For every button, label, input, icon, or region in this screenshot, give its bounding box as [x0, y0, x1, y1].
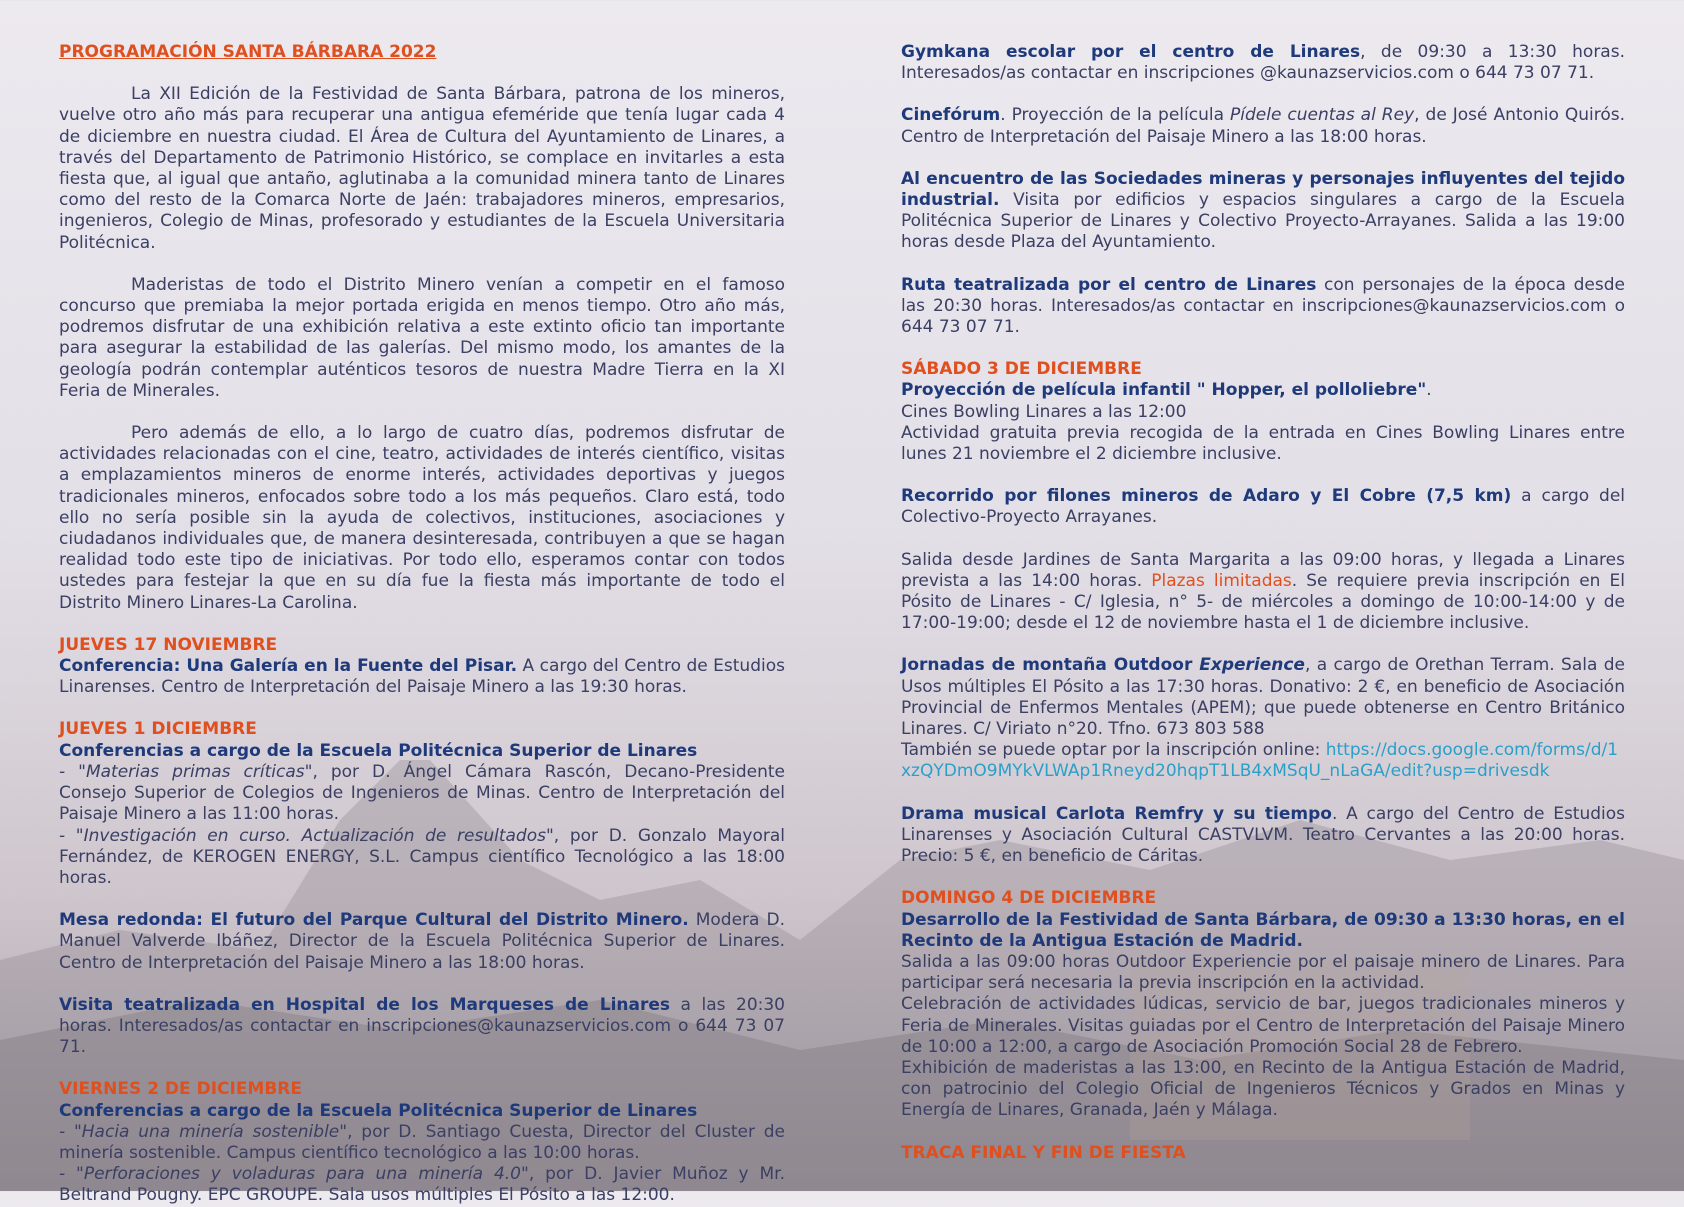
event-festividad: Desarrollo de la Festividad de Santa Bárbara, de 09:30 a 13:30 horas, en el Recinto de la Antigua Estación de Madrid. — [901, 909, 1625, 951]
left-column — [59, 42, 785, 1207]
intro-paragraph-3: Pero además de ello, a lo largo de cuatro días, podremos disfrutar de actividades relacionadas con el cine, teatro, actividades de interés científico, visitas a emplazamientos mineros de enorme interés, actividades deportivas y juegos tradicionales mineros, enfocados sobre todo a los más pequeños. Claro está, todo ello no sería posible sin la ayuda de colectivos, instituciones, asociaciones y ciudadanos individuales que, de manera desinteresada, contribuyen a que se hagan realidad todo este tipo de iniciativas. Por todo ello, esperamos contar con todos ustedes para festejar la que en su día fue la fiesta más importante de todo el Distrito Minero Linares-La Carolina. — [59, 423, 785, 613]
event-hopper-info: Actividad gratuita previa recogida de la entrada en Cines Bowling Linares entre lunes 21 noviembre el 2 diciembre inclusive. — [901, 422, 1625, 465]
event-jornadas-montana: Jornadas de montaña Outdoor Experience, a cargo de Orethan Terram. Sala de Usos múltiples El Pósito a las 17:30 horas. Donativo: 2 €, en beneficio de Asociación Provincial de Enfermos Mentales (APEM); que puede obtenerse en Centro Británico Linares. C/ Viriato n°20. Tfno. 673 803 588 — [901, 655, 1625, 740]
day-heading-jueves-17: JUEVES 17 NOVIEMBRE — [59, 634, 278, 655]
final-heading: TRACA FINAL Y FIN DE FIESTA — [901, 1142, 1186, 1163]
event-visita-teatralizada: Visita teatralizada en Hospital de los Marqueses de Linares a las 20:30 horas. Interesados/as contactar en inscripciones@kaunazservicios.com o 644 73 07 71. — [59, 994, 785, 1058]
event-hopper-place: Cines Bowling Linares a las 12:00 — [901, 401, 1187, 422]
day-heading-sabado-3: SÁBADO 3 DE DICIEMBRE — [901, 359, 1142, 380]
event-mesa-redonda: Mesa redonda: El futuro del Parque Cultural del Distrito Minero. Modera D. Manuel Valverde Ibáñez, Director de la Escuela Politécnica Superior de Linares. Centro de Interpretación del Paisaje Minero a las 18:00 horas. — [59, 910, 786, 973]
event-ruta-teatralizada: Ruta teatralizada por el centro de Linares con personajes de la época desde las 20:30 horas. Interesados/as contactar en inscripciones@kaunazservicios.com o 644 73 07 71. — [901, 274, 1625, 338]
talk-perforaciones: - "Perforaciones y voladuras para una minería 4.0", por D. Javier Muñoz y Mr. Beltrand Pougny. EPC GROUPE. Sala usos múltiples El Pósito a las 12:00. — [59, 1164, 785, 1206]
event-cineforum: Cinefórum. Proyección de la película Pídele cuentas al Rey, de José Antonio Quirós. Centro de Interpretación del Paisaje Minero a las 18:00 horas. — [901, 105, 1625, 147]
event-recorrido-salida: Salida desde Jardines de Santa Margarita a las 09:00 horas, y llegada a Linares prevista a las 14:00 horas. Plazas limitadas. Se requiere previa inscripción en El Pósito de Linares - C/ Iglesia, n° 5- de miércoles a domingo de 10:00-14:00 y de 17:00-19:00; desde el 12 de noviembre hasta el 1 de diciembre inclusive. — [901, 549, 1625, 634]
day-heading-domingo-4: DOMINGO 4 DE DICIEMBRE — [901, 888, 1157, 909]
day-heading-jueves-1: JUEVES 1 DICIEMBRE — [59, 719, 257, 740]
event-conferencia-galeria: Conferencia: Una Galería en la Fuente del Pisar. A cargo del Centro de Estudios Linarenses. Centro de Interpretación del Paisaje Minero a las 19:30 horas. — [59, 656, 785, 698]
talk-materias-primas: - "Materias primas críticas", por D. Ángel Cámara Rascón, Decano-Presidente Consejo Superior de Colegios de Ingenieros de Minas. Centro de Interpretación del Paisaje Minero a las 11:00 horas. — [59, 761, 785, 825]
page-title: PROGRAMACIÓN SANTA BÁRBARA 2022 — [59, 42, 437, 62]
event-drama-musical: Drama musical Carlota Remfry y su tiempo. A cargo del Centro de Estudios Linarenses y Asociación Cultural CASTVLVM. Teatro Cervantes a las 20:00 horas. Precio: 5 €, en beneficio de Cáritas. — [901, 803, 1626, 867]
event-gymkana: Gymkana escolar por el centro de Linares, de 09:30 a 13:30 horas. Interesados/as contactar en inscripciones @kaunazservicios.com o 644 73 07 71. — [901, 42, 1625, 84]
day-heading-viernes-2: VIERNES 2 DE DICIEMBRE — [59, 1079, 303, 1100]
domingo-paragraph-2: Celebración de actividades lúdicas, servicio de bar, juegos tradicionales mineros y Feria de Minerales. Visitas guiadas por el Centro de Interpretación del Paisaje Minero de 10:00 a 12:00, a cargo de Asociación Promoción Social 28 de Febrero. — [901, 994, 1625, 1057]
event-hopper-title: Proyección de película infantil " Hopper, el polloliebre". — [901, 380, 1432, 401]
event-encuentro-sociedades: Al encuentro de las Sociedades mineras y personajes influyentes del tejido industrial. Visita por edificios y espacios singulares a cargo de la Escuela Politécnica Superior de Linares y Colectivo Proyecto-Arrayanes. Salida a las 19:00 horas desde Plaza del Ayuntamiento. — [901, 168, 1625, 253]
registration-link[interactable]: https://docs.google.com/forms/d/1xzQYDmO9MYkVLWAp1Rneyd20hqpT1LB4xMSqU_nLaGA/edit?usp=drivesdk — [901, 740, 1619, 782]
event-jornadas-online: También se puede optar por la inscripción online: https://docs.google.com/forms/d/1xzQYDmO9MYkVLWAp1Rneyd20hqpT1LB4xMSqU_nLaGA/edit?usp=drivesdk — [901, 740, 1619, 782]
right-column — [901, 42, 1625, 1164]
domingo-paragraph-3: Exhibición de maderistas a las 13:00, en Recinto de la Antigua Estación de Madrid, con patrocinio del Colegio Oficial de Ingenieros Técnicos y Grados en Minas y Energía de Linares, Granada, Jaén y Málaga. — [901, 1057, 1625, 1121]
intro-paragraph-2: Maderistas de todo el Distrito Minero venían a competir en el famoso concurso que premiaba la mejor portada erigida en menos tiempo. Otro año más, podremos disfrutar de una exhibición relativa a este extinto oficio tan importante para asegurar la estabilidad de las galerías. Del mismo modo, los amantes de la geología podrán contemplar auténticos tesoros de nuestra Madre Tierra en la XI Feria de Minerales. — [59, 274, 785, 401]
talk-mineria-sostenible: - "Hacia una minería sostenible", por D. Santiago Cuesta, Director del Cluster de minería sostenible. Campus científico tecnológico a las 10:00 horas. — [59, 1121, 786, 1163]
event-conferencias-eps: Conferencias a cargo de la Escuela Politécnica Superior de Linares — [59, 740, 698, 761]
intro-paragraph-1: La XII Edición de la Festividad de Santa Bárbara, patrona de los mineros, vuelve otro año más para recuperar una antigua efeméride que tenía lugar cada 4 de diciembre en nuestra ciudad. El Área de Cultura del Ayuntamiento de Linares, a través del Departamento de Patrimonio Histórico, se complace en invitarles a esta fiesta que, al igual que antaño, aglutinaba a la comunidad minera tanto de Linares como del resto de la Comarca Norte de Jaén: trabajadores mineros, empresarios, ingenieros, Colegio de Minas, profesorado y estudiantes de la Escuela Universitaria Politécnica. — [59, 84, 785, 253]
domingo-paragraph-1: Salida a las 09:00 horas Outdoor Experiencie por el paisaje minero de Linares. Para participar será necesaria la previa inscripción en la actividad. — [901, 951, 1625, 994]
talk-investigacion: - "Investigación en curso. Actualización de resultados", por D. Gonzalo Mayoral Fernández, de KEROGEN ENERGY, S.L. Campus científico Tecnológico a las 18:00 horas. — [59, 825, 785, 888]
event-conferencias-eps-viernes: Conferencias a cargo de la Escuela Politécnica Superior de Linares — [59, 1100, 698, 1121]
event-recorrido-filones: Recorrido por filones mineros de Adaro y El Cobre (7,5 km) a cargo del Colectivo-Proyecto Arrayanes. — [901, 486, 1625, 528]
